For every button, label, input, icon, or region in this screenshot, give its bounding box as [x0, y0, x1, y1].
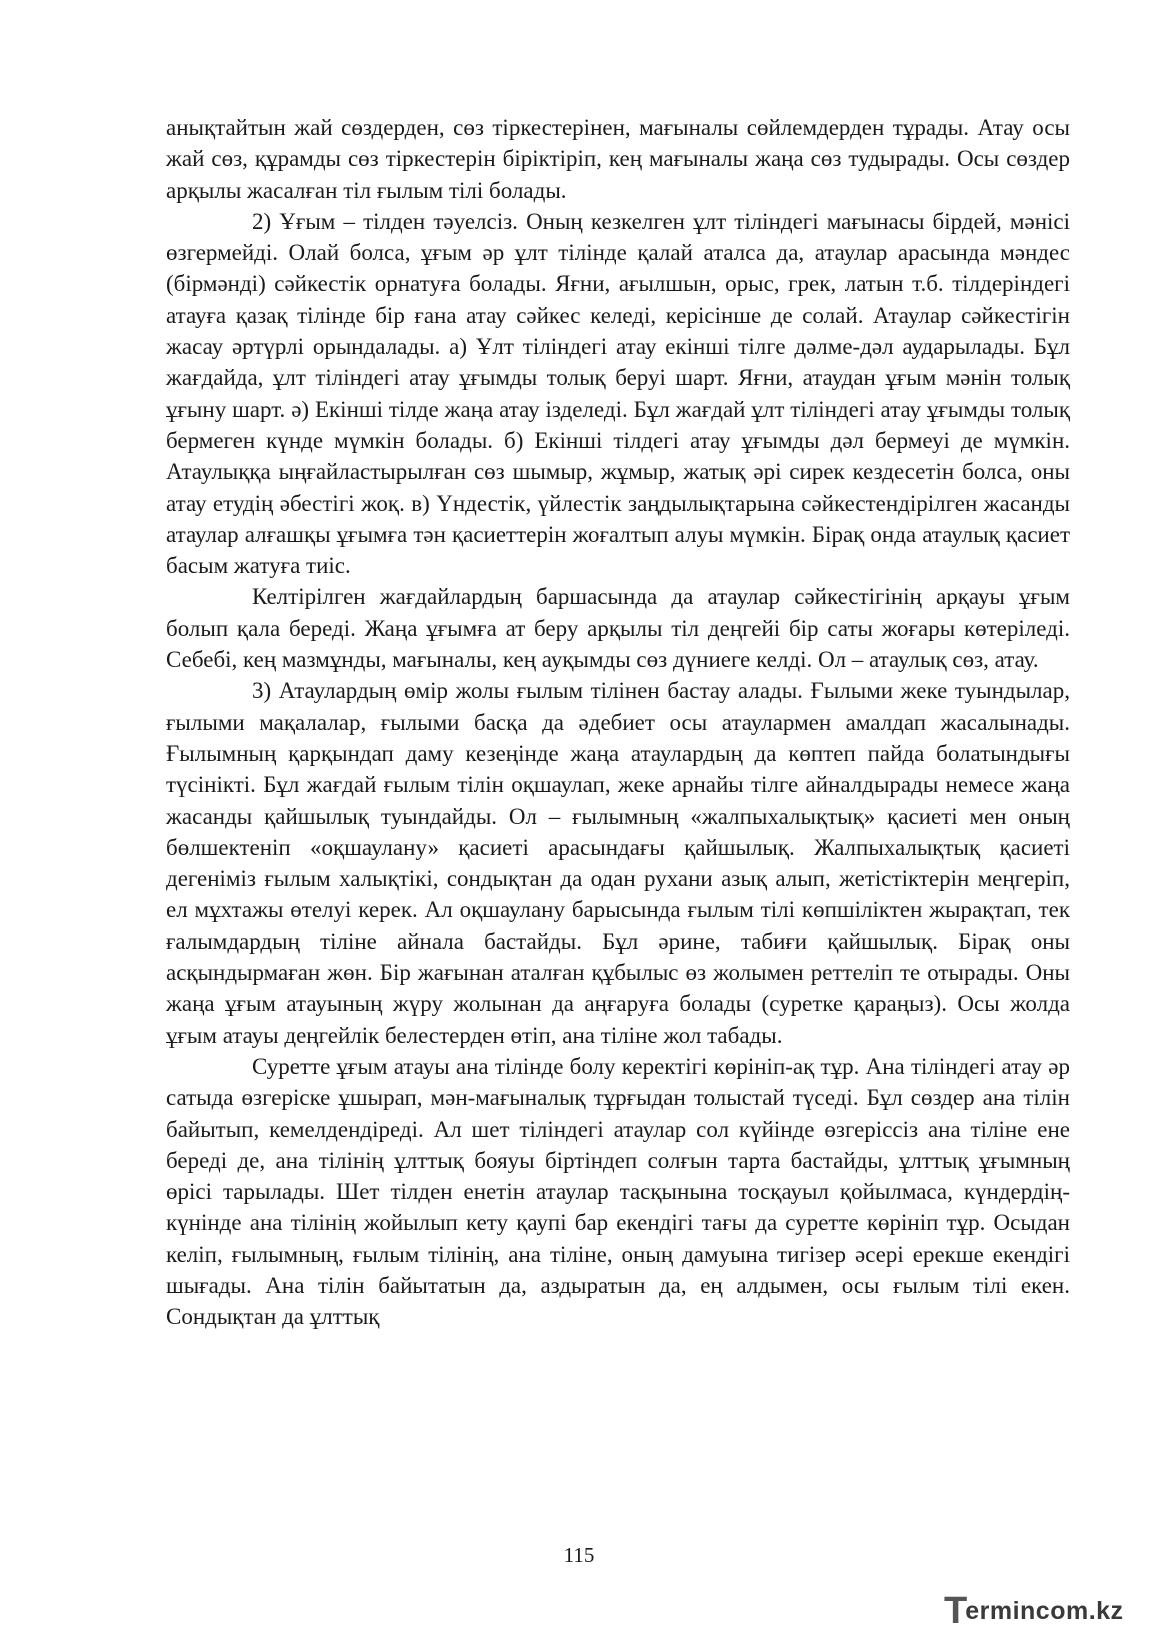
paragraph-3: Келтірілген жағдайлардың баршасында да атаулар сәйкестігінің арқауы ұғым болып қала береді. Жаңа ұғымға ат беру арқылы тіл деңгейі бір саты жоғары көтеріледі. Себебі, кең мазмұнды, мағыналы, кең ауқымды сөз дүниеге келді. Ол – атаулық сөз, атау.	[166, 584, 1070, 673]
page-body	[166, 112, 1070, 1333]
paragraph-1: анықтайтын жай сөздерден, сөз тіркестерінен, мағыналы сөйлемдерден тұрады. Атау осы жай сөз, құрамды сөз тіркестерін біріктіріп, кең мағыналы жаңа сөз тудырады. Осы сөздер арқылы жасалған тіл ғылым тілі болады.	[166, 115, 1070, 203]
page-number: 115	[563, 1543, 595, 1567]
logo-text: ermincom.kz	[965, 1597, 1124, 1625]
paragraph-4: 3) Атаулардың өмір жолы ғылым тілінен бастау алады. Ғылыми жеке туындылар, ғылыми мақалалар, ғылыми басқа да әдебиет осы атаулармен амалдап жасалынады. Ғылымның қарқындап даму кезеңінде жаңа атаулардың да көптеп пайда болатындығы түсінікті. Бұл жағдай ғылым тілін оқшаулап, жеке арнайы тілге айналдырады немесе жаңа жасанды қайшылық туындайды. Ол – ғылымның «жалпыхалықтық» қасиеті мен оның бөлшектеніп «оқшаулану» қасиеті арасындағы қайшылық. Жалпыхалықтық қасиеті дегеніміз ғылым халықтікі, сондықтан да одан рухани азық алып, жетістіктерін меңгеріп, ел мұхтажы өтелуі керек. Ал оқшаулану барысында ғылым тілі көпшіліктен жырақтап, тек ғалымдардың тіліне айнала бастайды. Бұл әрине, табиғи қайшылық. Бірақ оны асқындырмаған жөн. Бір жағынан аталған құбылыс өз жолымен реттеліп те отырады. Оны жаңа ұғым атауының жүру жолынан да аңғаруға болады (суретке қараңыз). Осы жолда ұғым атауы деңгейлік белестерден өтіп, ана тіліне жол табады.	[166, 678, 1070, 1048]
termincom-logo	[944, 1592, 1140, 1630]
logo-initial: T	[944, 1590, 968, 1632]
paragraph-2: 2) Ұғым – тілден тәуелсіз. Оның кезкелген ұлт тіліндегі мағынасы бірдей, мәнісі өзгермейді. Олай болса, ұғым әр ұлт тілінде қалай аталса да, атаулар арасында мәндес (бірмәнді) сәйкестік орнатуға болады. Яғни, ағылшын, орыс, грек, латын т.б. тілдеріндегі атауға қазақ тілінде бір ғана атау сәйкес келеді, керісінше де солай. Атаулар сәйкестігін жасау әртүрлі орындалады. а) Ұлт тіліндегі атау екінші тілге дәлме-дәл аударылады. Бұл жағдайда, ұлт тіліндегі атау ұғымды толық беруі шарт. Яғни, атаудан ұғым мәнін толық ұғыну шарт. ә) Екінші тілде жаңа атау ізделеді. Бұл жағдай ұлт тіліндегі атау ұғымды толық бермеген күнде мүмкін болады. б) Екінші тілдегі атау ұғымды дәл бермеуі де мүмкін. Атаулыққа ыңғайластырылған сөз шымыр, жұмыр, жатық әрі сирек кездесетін болса, оны атау етудің әбестігі жоқ. в) Үндестік, үйлестік заңдылықтарына сәйкестендірілген жасанды атаулар алғашқы ұғымға тән қасиеттерін жоғалтып алуы мүмкін. Бірақ онда атаулық қасиет басым жатуға тиіс.	[166, 208, 1070, 579]
paragraph-5: Суретте ұғым атауы ана тілінде болу керектігі көрініп-ақ тұр. Ана тіліндегі атау әр сатыда өзгеріске ұшырап, мән-мағыналық тұрғыдан толыстай түседі. Бұл сөздер ана тілін байытып, кемелдендіреді. Ал шет тіліндегі атаулар сол күйінде өзгеріссіз ана тіліне ене береді де, ана тілінің ұлттық бояуы біртіндеп солғын тарта бастайды, ұлттық ұғымның өрісі тарылады. Шет тілден енетін атаулар тасқынына тосқауыл қойылмаса, күндердің-күнінде ана тілінің жойылып кету қаупі бар екендігі тағы да суретте көрініп тұр. Осыдан келіп, ғылымның, ғылым тілінің, ана тіліне, оның дамуына тигізер әсері ерекше екендігі шығады. Ана тілін байытатын да, аздыратын да, ең алдымен, осы ғылым тілі екен. Сондықтан да ұлттық	[166, 1053, 1070, 1330]
